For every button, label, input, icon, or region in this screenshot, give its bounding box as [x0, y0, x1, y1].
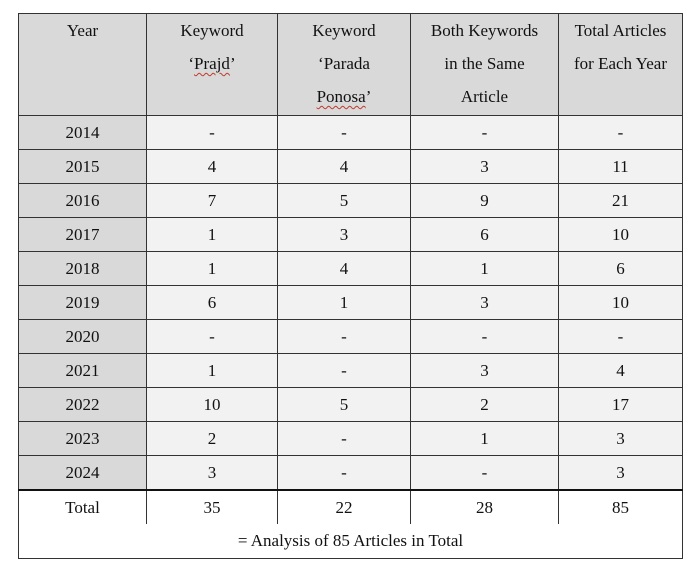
- year-cell: 2024: [19, 456, 147, 491]
- table-row: [19, 354, 683, 388]
- both-cell: -: [411, 456, 559, 491]
- total-cell: 17: [559, 388, 683, 422]
- both-cell: 3: [411, 286, 559, 320]
- year-cell: 2021: [19, 354, 147, 388]
- total-cell: 21: [559, 184, 683, 218]
- table-row: [19, 388, 683, 422]
- parada-cell: 5: [278, 388, 411, 422]
- prajd-cell: 6: [147, 286, 278, 320]
- both-cell: -: [411, 116, 559, 150]
- table-row: [19, 286, 683, 320]
- both-cell: 1: [411, 252, 559, 286]
- header-parada-line3: [278, 80, 410, 113]
- header-keyword-parada-ponosa: [278, 14, 411, 116]
- articles-per-year-table: [18, 13, 683, 559]
- year-cell: 2018: [19, 252, 147, 286]
- table-row: [19, 150, 683, 184]
- parada-cell: -: [278, 354, 411, 388]
- header-both-keywords: [411, 14, 559, 116]
- prajd-cell: 3: [147, 456, 278, 491]
- parada-cell: -: [278, 320, 411, 354]
- prajd-cell: 4: [147, 150, 278, 184]
- parada-cell: -: [278, 422, 411, 456]
- header-parada-word: Ponosa: [316, 87, 366, 106]
- header-parada-line1: Keyword: [312, 21, 376, 40]
- year-cell: 2016: [19, 184, 147, 218]
- prajd-cell: -: [147, 320, 278, 354]
- total-parada: 22: [278, 490, 411, 524]
- total-cell: 3: [559, 456, 683, 491]
- table-row: [19, 320, 683, 354]
- year-cell: 2023: [19, 422, 147, 456]
- parada-cell: 4: [278, 252, 411, 286]
- articles-table-container: [18, 13, 682, 559]
- header-prajd-close-quote: ’: [229, 54, 236, 73]
- year-cell: 2015: [19, 150, 147, 184]
- total-prajd: 35: [147, 490, 278, 524]
- table-row: [19, 422, 683, 456]
- total-cell: -: [559, 116, 683, 150]
- both-cell: 1: [411, 422, 559, 456]
- summary-row: [19, 524, 683, 559]
- both-cell: 9: [411, 184, 559, 218]
- both-cell: -: [411, 320, 559, 354]
- header-total-articles: [559, 14, 683, 116]
- year-cell: 2022: [19, 388, 147, 422]
- both-cell: 3: [411, 354, 559, 388]
- header-row: [19, 14, 683, 116]
- prajd-cell: 1: [147, 252, 278, 286]
- parada-cell: -: [278, 456, 411, 491]
- header-both-line3: Article: [460, 87, 509, 106]
- header-year: [19, 14, 147, 116]
- header-parada-line2: ‘Parada: [318, 54, 370, 73]
- table-footer: [19, 490, 683, 559]
- parada-cell: 5: [278, 184, 411, 218]
- header-prajd-line1: Keyword: [180, 21, 244, 40]
- total-cell: 3: [559, 422, 683, 456]
- table-row: [19, 116, 683, 150]
- total-cell: 10: [559, 286, 683, 320]
- header-both-line2: in the Same: [444, 54, 525, 73]
- parada-cell: 1: [278, 286, 411, 320]
- total-cell: 4: [559, 354, 683, 388]
- prajd-cell: 1: [147, 218, 278, 252]
- table-row: [19, 184, 683, 218]
- parada-cell: 3: [278, 218, 411, 252]
- prajd-cell: 1: [147, 354, 278, 388]
- total-cell: -: [559, 320, 683, 354]
- parada-cell: 4: [278, 150, 411, 184]
- header-keyword-prajd: [147, 14, 278, 116]
- both-cell: 3: [411, 150, 559, 184]
- table-body: [19, 116, 683, 491]
- prajd-cell: 2: [147, 422, 278, 456]
- header-prajd-line2: [147, 47, 277, 80]
- table-row: [19, 252, 683, 286]
- year-cell: 2019: [19, 286, 147, 320]
- header-total-line1: Total Articles: [574, 21, 667, 40]
- prajd-cell: -: [147, 116, 278, 150]
- prajd-cell: 7: [147, 184, 278, 218]
- summary-text: = Analysis of 85 Articles in Total: [19, 524, 683, 559]
- table-row: [19, 456, 683, 491]
- prajd-cell: 10: [147, 388, 278, 422]
- total-row: [19, 490, 683, 524]
- table-row: [19, 218, 683, 252]
- both-cell: 2: [411, 388, 559, 422]
- total-both: 28: [411, 490, 559, 524]
- total-cell: 6: [559, 252, 683, 286]
- year-cell: 2017: [19, 218, 147, 252]
- header-year-label: Year: [66, 21, 99, 40]
- header-total-line2: for Each Year: [574, 54, 667, 73]
- total-all: 85: [559, 490, 683, 524]
- total-cell: 11: [559, 150, 683, 184]
- total-cell: 10: [559, 218, 683, 252]
- table-header: [19, 14, 683, 116]
- header-both-line1: Both Keywords: [430, 21, 539, 40]
- header-prajd-word: Prajd: [194, 54, 230, 73]
- year-cell: 2020: [19, 320, 147, 354]
- header-prajd-open-quote: ‘: [188, 54, 195, 73]
- header-parada-close-quote: ’: [365, 87, 372, 106]
- year-cell: 2014: [19, 116, 147, 150]
- total-label: Total: [19, 490, 147, 524]
- parada-cell: -: [278, 116, 411, 150]
- both-cell: 6: [411, 218, 559, 252]
